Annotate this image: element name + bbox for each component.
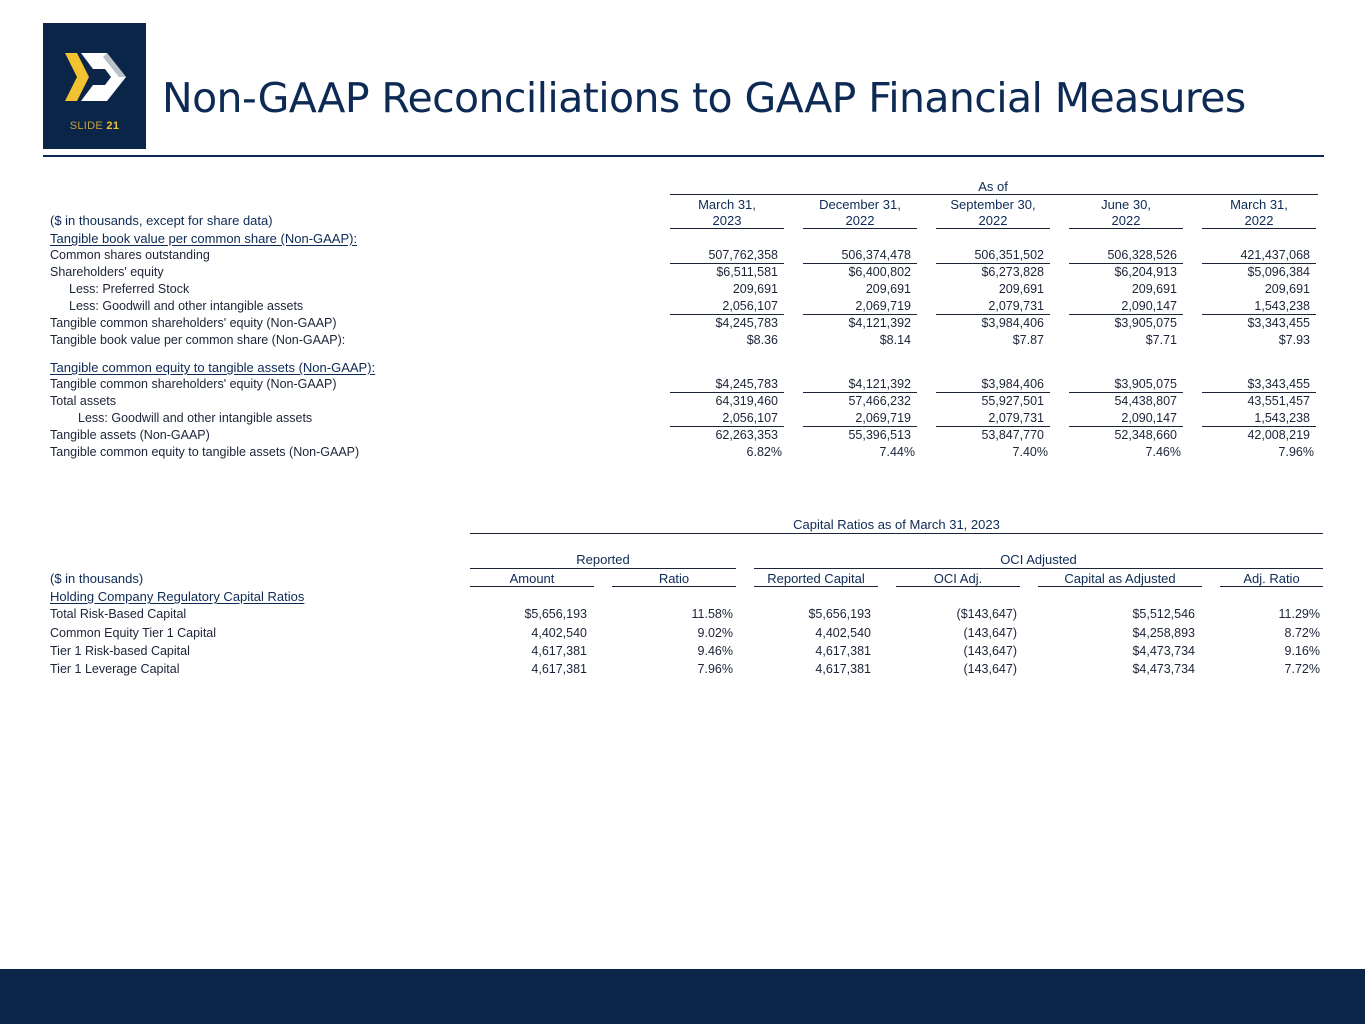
cell-value: 6.82% <box>746 445 782 459</box>
cell-value: 4,617,381 <box>531 644 587 658</box>
cell-value: 2,090,147 <box>1121 411 1177 425</box>
cell-value: 7.96% <box>1278 445 1314 459</box>
cell-value: $3,905,075 <box>1114 377 1177 391</box>
cell-value: 64,319,460 <box>715 394 778 408</box>
cell-value: 43,551,457 <box>1247 394 1310 408</box>
row-label: Shareholders' equity <box>50 265 164 279</box>
capital-title-rule <box>470 533 1323 534</box>
cell-value: $4,121,392 <box>848 377 911 391</box>
col-capital-as-adjusted-rule <box>1038 586 1202 587</box>
cell-value: 2,069,719 <box>855 411 911 425</box>
slide-number-label <box>43 120 146 132</box>
period-header-1-rule <box>670 228 784 229</box>
period-header-4-rule <box>1069 228 1183 229</box>
row-label: Tangible common shareholders' equity (Non-GAAP) <box>50 316 337 330</box>
slide-label-number: 21 <box>106 120 120 132</box>
section-tangible-common-equity: Tangible common equity to tangible assets (Non-GAAP): <box>50 360 376 375</box>
cell-value: 209,691 <box>732 282 778 296</box>
period-header-4-line2: 2022 <box>1111 213 1141 228</box>
cell-value: $4,245,783 <box>715 316 778 330</box>
slide-label-prefix: SLIDE <box>69 120 104 132</box>
period-header-1-line1: March 31, <box>698 197 756 212</box>
cell-value: $8.14 <box>879 333 911 347</box>
cell-value: 2,079,731 <box>988 411 1044 425</box>
cell-value: 506,351,502 <box>974 248 1044 262</box>
cell-value: 9.16% <box>1284 644 1320 658</box>
cell-value: 209,691 <box>1131 282 1177 296</box>
cell-value: $6,204,913 <box>1114 265 1177 279</box>
cell-value: 53,847,770 <box>981 428 1044 442</box>
row-label: Common shares outstanding <box>50 248 210 262</box>
cell-value: (143,647) <box>963 644 1017 658</box>
cell-value: 2,056,107 <box>722 299 778 313</box>
period-header-2-line1: December 31, <box>819 197 901 212</box>
capital-units-label: ($ in thousands) <box>50 571 144 586</box>
cell-value: $8.36 <box>746 333 778 347</box>
cell-value: 506,328,526 <box>1107 248 1177 262</box>
col-header-ratio: Ratio <box>658 571 690 586</box>
cell-value: $3,343,455 <box>1247 316 1310 330</box>
as-of-rule <box>670 194 1318 195</box>
row-label: Less: Goodwill and other intangible assets <box>69 299 304 313</box>
row-label: Tier 1 Risk-based Capital <box>50 644 190 658</box>
company-logo <box>43 23 146 149</box>
group-oci-rule <box>754 568 1323 569</box>
cell-value: (143,647) <box>963 626 1017 640</box>
row-label: Tangible common equity to tangible assets (Non-GAAP) <box>50 445 360 459</box>
cell-value: 506,374,478 <box>841 248 911 262</box>
tbv-units-label: ($ in thousands, except for share data) <box>50 213 273 228</box>
cell-value: $4,121,392 <box>848 316 911 330</box>
period-header-2-rule <box>803 228 917 229</box>
cell-value: $7.93 <box>1278 333 1310 347</box>
cell-value: $3,984,406 <box>981 377 1044 391</box>
period-header-5-rule <box>1202 228 1316 229</box>
cell-value: 57,466,232 <box>848 394 911 408</box>
col-reported-capital-rule <box>754 586 878 587</box>
cell-value: 8.72% <box>1284 626 1320 640</box>
cell-value: $4,473,734 <box>1132 662 1195 676</box>
footer-bar <box>0 969 1365 1024</box>
group-reported-rule <box>470 568 736 569</box>
cell-value: 2,090,147 <box>1121 299 1177 313</box>
cell-value: 4,617,381 <box>815 644 871 658</box>
cell-value: 4,617,381 <box>815 662 871 676</box>
row-label: Less: Preferred Stock <box>69 282 190 296</box>
page-title: Non-GAAP Reconciliations to GAAP Financial Measures <box>162 74 1246 122</box>
period-header-2-line2: 2022 <box>845 213 875 228</box>
group-header-oci-adjusted: OCI Adjusted <box>1000 552 1077 567</box>
period-header-3-line2: 2022 <box>978 213 1008 228</box>
cell-value: $6,511,581 <box>716 265 778 279</box>
col-header-capital-as-adjusted: Capital as Adjusted <box>1064 571 1176 586</box>
cell-value: (143,647) <box>963 662 1017 676</box>
cell-value: 42,008,219 <box>1247 428 1310 442</box>
cell-value: 1,543,238 <box>1254 299 1310 313</box>
cell-value: 9.46% <box>697 644 733 658</box>
as-of-header: As of <box>978 179 1008 194</box>
cell-value: $6,400,802 <box>848 265 911 279</box>
period-header-4-line1: June 30, <box>1101 197 1151 212</box>
cell-value: 55,927,501 <box>981 394 1044 408</box>
cell-value: 1,543,238 <box>1254 411 1310 425</box>
cell-value: 11.29% <box>1278 607 1320 621</box>
cell-value: $4,258,893 <box>1132 626 1195 640</box>
cell-value: $3,343,455 <box>1247 377 1310 391</box>
cell-value: 209,691 <box>998 282 1044 296</box>
col-header-reported-capital: Reported Capital <box>767 571 865 586</box>
col-ratio-rule <box>612 586 736 587</box>
cell-value: ($143,647) <box>956 607 1017 621</box>
cell-value: $3,984,406 <box>981 316 1044 330</box>
cell-value: $5,656,193 <box>524 607 587 621</box>
cell-value: $7.71 <box>1145 333 1177 347</box>
cell-value: 4,617,381 <box>531 662 587 676</box>
cell-value: $4,245,783 <box>715 377 778 391</box>
cell-value: 4,402,540 <box>531 626 587 640</box>
period-header-3-line1: September 30, <box>950 197 1036 212</box>
section-tangible-book-value: Tangible book value per common share (Non-GAAP): <box>50 231 358 246</box>
col-header-oci-adj: OCI Adj. <box>933 571 983 586</box>
title-divider <box>43 155 1324 157</box>
cell-value: 7.96% <box>697 662 733 676</box>
cell-value: $5,512,546 <box>1132 607 1195 621</box>
cell-value: $7.87 <box>1012 333 1044 347</box>
period-header-3-rule <box>936 228 1050 229</box>
cell-value: 52,348,660 <box>1114 428 1177 442</box>
cell-value: 2,069,719 <box>855 299 911 313</box>
cell-value: 54,438,807 <box>1114 394 1177 408</box>
cell-value: 209,691 <box>1264 282 1310 296</box>
cell-value: 507,762,358 <box>708 248 778 262</box>
col-header-adj-ratio: Adj. Ratio <box>1243 571 1300 586</box>
row-label: Common Equity Tier 1 Capital <box>50 626 217 640</box>
row-label: Total assets <box>50 394 117 408</box>
row-label: Tangible common shareholders' equity (Non-GAAP) <box>50 377 337 391</box>
cell-value: $5,656,193 <box>808 607 871 621</box>
capital-table-title: Capital Ratios as of March 31, 2023 <box>793 517 1000 532</box>
cell-value: 9.02% <box>697 626 733 640</box>
row-label: Less: Goodwill and other intangible assets <box>78 411 313 425</box>
cell-value: $4,473,734 <box>1132 644 1195 658</box>
col-header-amount: Amount <box>509 571 555 586</box>
period-header-1-line2: 2023 <box>712 213 742 228</box>
cell-value: 55,396,513 <box>848 428 911 442</box>
period-header-5-line2: 2022 <box>1244 213 1274 228</box>
col-adj-ratio-rule <box>1220 586 1323 587</box>
cell-value: 7.72% <box>1284 662 1320 676</box>
col-amount-rule <box>470 586 594 587</box>
cell-value: 4,402,540 <box>815 626 871 640</box>
row-label: Tier 1 Leverage Capital <box>50 662 180 676</box>
chevron-logo-icon <box>63 49 129 105</box>
cell-value: $5,096,384 <box>1247 265 1310 279</box>
col-oci-adj-rule <box>896 586 1020 587</box>
period-header-5-line1: March 31, <box>1230 197 1288 212</box>
section-holding-company: Holding Company Regulatory Capital Ratios <box>50 589 305 604</box>
cell-value: 7.40% <box>1012 445 1048 459</box>
row-label: Total Risk-Based Capital <box>50 607 187 621</box>
cell-value: 209,691 <box>865 282 911 296</box>
cell-value: 11.58% <box>691 607 733 621</box>
group-header-reported: Reported <box>576 552 630 567</box>
cell-value: 2,056,107 <box>722 411 778 425</box>
cell-value: 7.46% <box>1145 445 1181 459</box>
row-label: Tangible assets (Non-GAAP) <box>50 428 210 442</box>
cell-value: $6,273,828 <box>981 265 1044 279</box>
cell-value: 421,437,068 <box>1240 248 1310 262</box>
row-label: Tangible book value per common share (Non-GAAP): <box>50 333 346 347</box>
cell-value: 7.44% <box>879 445 915 459</box>
cell-value: 2,079,731 <box>988 299 1044 313</box>
cell-value: $3,905,075 <box>1114 316 1177 330</box>
cell-value: 62,263,353 <box>715 428 778 442</box>
